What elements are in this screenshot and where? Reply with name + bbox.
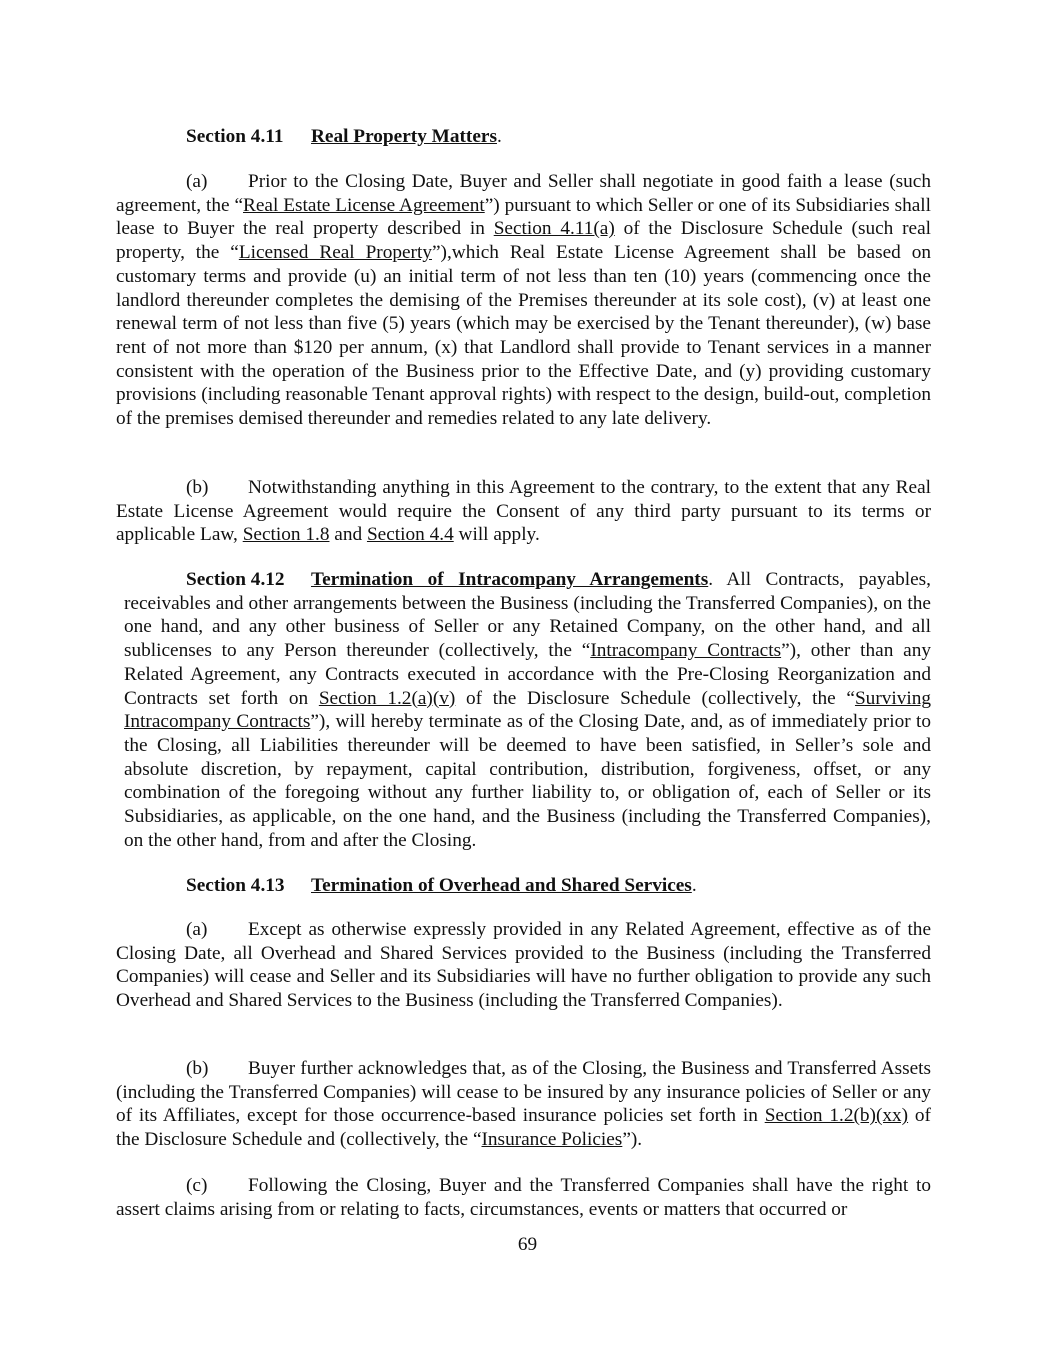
section-4-13-a-paragraph: (a) Except as otherwise expressly provided in any Related Agreement, effective as of the Closing Date, all Overhead and Shared Services provided to the Business (including the Transferred Companies) will cease and Seller and its Subsidiaries will have no further obligation to provide any such Overhead and Shared Services to the Business (including the Transferred Companies). — [116, 919, 931, 1012]
section-4-11-b-paragraph: (b) Notwithstanding anything in this Agreement to the contrary, to the extent that any Real Estate License Agreement would require the Consent of any third party pursuant to its terms or applicable Law, Section 1.8 and Section 4.4 will apply. — [116, 477, 931, 546]
cross-reference: Section 1.2(b)(xx) — [764, 1105, 909, 1127]
section-4-11-a-paragraph: (a) Prior to the Closing Date, Buyer and Seller shall negotiate in good faith a lease (such agreement, the “Real Estate License Agreement”) pursuant to which Seller or one of its Subsidiaries shall lease to Buyer the real property described in Section 4.11(a) of the Disclosure Schedule (such real property, the “Licensed Real Property”),which Real Estate License Agreement shall be based on customary terms and provide (u) an initial term of not less than ten (10) years (commencing once the landlord thereunder completes the demising of the Premises thereunder at its sole cost), (v) at least one renewal term of not less than five (5) years (which may be exercised by the Tenant thereunder), (w) base rent of not more than $120 per annum, (x) that Landlord shall provide to Tenant services in a manner consistent with the operation of the Business prior to the Effective Date, and (y) providing customary provisions (including reasonable Tenant approval rights) with respect to the design, build-out, completion of the premises demised thereunder and remedies related to any late delivery. — [116, 171, 931, 430]
section-title: Termination of Overhead and Shared Services — [311, 875, 692, 896]
defined-term: Real Estate License Agreement — [243, 194, 485, 216]
clause-label: (a) — [186, 171, 208, 192]
section-4-13-b-paragraph: (b) Buyer further acknowledges that, as of the Closing, the Business and Transferred Assets (including the Transferred Companies) will cease to be insured by any insurance policies of Seller or any of its Affiliates, except for those occurrence-based insurance policies set forth in Section 1.2(b)(xx) of the Disclosure Schedule and (collectively, the “Insurance Policies”). — [116, 1058, 931, 1151]
section-title: Real Property Matters — [311, 126, 497, 147]
clause-label: (a) — [186, 919, 208, 940]
defined-term: Licensed Real Property — [238, 242, 432, 264]
section-4-13-heading: Section 4.13 Termination of Overhead and Shared Services. — [186, 875, 697, 896]
section-number: Section 4.12 — [186, 569, 285, 590]
cross-reference: Section 4.4 — [366, 524, 454, 546]
defined-term: Surviving Intracompany Contracts — [124, 687, 932, 733]
defined-term: Insurance Policies — [481, 1129, 623, 1151]
section-number: Section 4.13 — [186, 875, 285, 896]
cross-reference: Section 1.8 — [242, 524, 330, 546]
clause-label: (b) — [186, 477, 209, 498]
clause-label: (c) — [186, 1175, 208, 1196]
page-number: 69 — [517, 1234, 538, 1255]
section-4-13-c-paragraph: (c) Following the Closing, Buyer and the Transferred Companies shall have the right to assert claims arising from or relating to facts, circumstances, events or matters that occurred or — [116, 1175, 931, 1220]
cross-reference: Section 1.2(a)(v) — [318, 687, 456, 709]
section-number: Section 4.11 — [186, 126, 284, 147]
section-4-11-heading: Section 4.11 Real Property Matters. — [186, 126, 502, 147]
defined-term: Intracompany Contracts — [590, 640, 782, 662]
clause-label: (b) — [186, 1058, 209, 1079]
section-title: Termination of Intracompany Arrangements — [311, 569, 709, 590]
section-4-12-paragraph: Section 4.12 Termination of Intracompany Arrangements. All Contracts, payables, receivables and other arrangements between the Business (including the Transferred Companies), on the one hand, and any other business of Seller or any Retained Company, on the other hand, and all sublicenses to any Person thereunder (collectively, the “Intracompany Contracts”), other than any Related Agreement, any Contracts executed in accordance with the Pre-Closing Reorganization and Contracts set forth on Section 1.2(a)(v) of the Disclosure Schedule (collectively, the “Surviving Intracompany Contracts”), will hereby terminate as of the Closing Date, and, as of immediately prior to the Closing, all Liabilities thereunder will be deemed to have been satisfied, in Seller’s sole and absolute discretion, by repayment, capital contribution, distribution, forgiveness, offset, or any combination of the foregoing without any further liability to, or obligation of, each of Seller or its Subsidiaries, as applicable, on the one hand, and the Business (including the Transferred Companies), on the other hand, from and after the Closing. — [124, 569, 932, 851]
cross-reference: Section 4.11(a) — [493, 218, 615, 240]
